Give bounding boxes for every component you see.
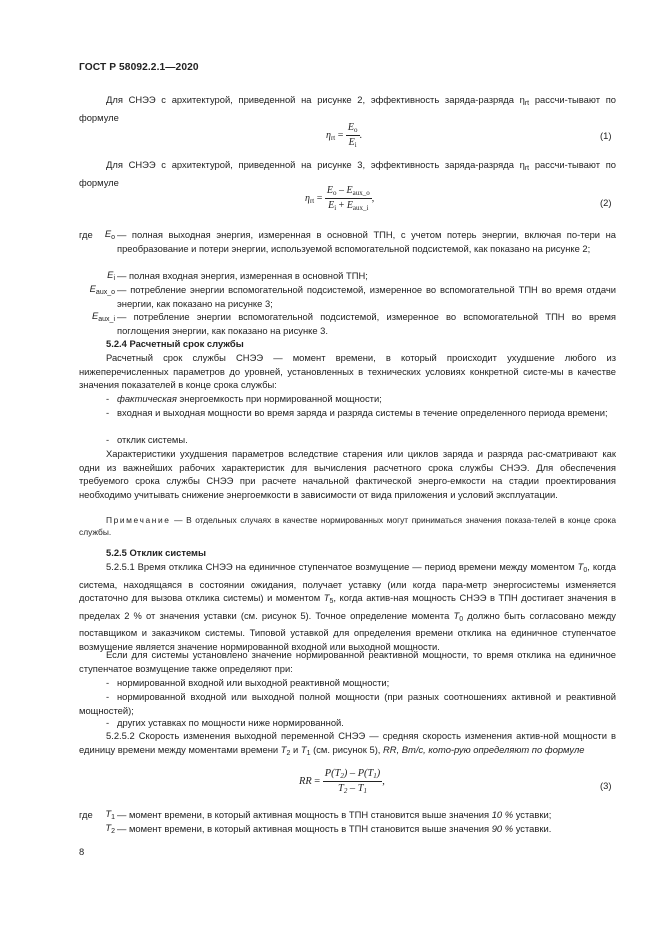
formula-symbol: T xyxy=(105,822,112,833)
formula-symbol: E xyxy=(107,269,114,280)
subscript: 1 xyxy=(373,772,377,780)
para-text-italic: RR, Вт/с, кото-рую определяют по формуле xyxy=(383,743,585,755)
para-text: рассчи-тывают по формуле xyxy=(79,159,616,188)
fraction-numerator xyxy=(323,768,383,782)
subscript: rt xyxy=(524,100,530,107)
para-text: , когда система, находящаяся в состоянии ожидания, получает уставку (или когда пара-метр энергосистемы изменяется достаточно для вызова отклика системы) и моментом xyxy=(79,561,616,604)
subscript: 5 xyxy=(329,598,334,606)
subscript: 2 xyxy=(111,828,115,835)
para-text: рассчи-тывают по формуле xyxy=(79,94,616,123)
where-label: где xyxy=(79,229,93,240)
subscript: i xyxy=(354,141,357,149)
fraction-denominator xyxy=(325,199,372,212)
def-t1-text xyxy=(117,808,616,822)
doc-header: ГОСТ Р 58092.2.1—2020 xyxy=(79,62,199,73)
formula-punct: , xyxy=(382,775,385,787)
para-text: — момент времени, в который активная мощность в ТПН становится выше значения xyxy=(117,823,492,834)
para-text: Для СНЭЭ с архитектурой, приведенной на рисунке 3, эффективность заряда-разряда η xyxy=(106,159,525,170)
def-symbol-t1 xyxy=(97,808,115,821)
formula-punct: . xyxy=(359,129,362,141)
formula-symbol: T xyxy=(280,743,287,755)
list-dash: - xyxy=(106,717,110,728)
para-fig2-intro xyxy=(79,93,616,124)
section-title-5-2-4: 5.2.4 Расчетный срок службы xyxy=(106,338,244,349)
note xyxy=(79,514,616,538)
para-text: — момент времени, в который активная мощность в ТПН становится выше значения xyxy=(117,809,492,820)
list-item: входная и выходная мощности во время заряда и разряда системы в течение определенного периода времени; xyxy=(117,407,608,418)
section-5-2-5-para-2: Если для системы установлено значение нормированной реактивной мощности, то время отклика на единичное ступенчатое возмущение также определяют при: xyxy=(79,649,616,674)
subscript: rt xyxy=(330,133,336,142)
formula-symbol: η xyxy=(326,129,331,141)
formula-3 xyxy=(299,768,385,795)
subscript: 2 xyxy=(286,749,291,757)
fraction-denominator xyxy=(323,782,383,795)
formula-op: – xyxy=(336,185,347,196)
formula-symbol: E xyxy=(348,137,355,148)
formula-op: = xyxy=(311,775,323,787)
formula-symbol: E xyxy=(92,310,99,321)
section-5-2-5-1-para xyxy=(79,560,616,654)
formula-part: T xyxy=(338,783,344,794)
equation-number-2: (2) xyxy=(600,197,612,208)
formula-1 xyxy=(326,122,362,149)
fraction-numerator xyxy=(346,122,360,136)
list-item: отклик системы. xyxy=(117,434,188,445)
subscript: o xyxy=(111,234,115,241)
section-5-2-5-2-para xyxy=(79,729,616,760)
list-dash: - xyxy=(106,393,110,404)
para-text: и xyxy=(290,743,301,755)
def-ei-text: — полная входная энергия, измеренная в основной ТПН; xyxy=(117,270,368,281)
formula-symbol: T xyxy=(105,808,112,819)
subscript: rt xyxy=(524,165,530,172)
note-text: — В отдельных случаях в качестве нормированных могут приниматься значения показа-телей в конце срока службы. xyxy=(79,515,616,538)
def-symbol-eauxi xyxy=(79,310,115,323)
formula-symbol: T xyxy=(300,743,307,755)
subscript: 1 xyxy=(306,749,311,757)
subscript: aux_i xyxy=(98,316,115,323)
subscript: 0 xyxy=(583,567,588,574)
def-eo-text: — полная выходная энергия, измеренная в основной ТПН, с учетом потерь энергии, включая по-тери на преобразование и потери энергии, используемой вспомогательной подсистемой, как показано на рисунке 2; xyxy=(117,229,616,254)
para-text-italic: 10 % xyxy=(491,809,514,820)
subscript: 0 xyxy=(459,615,464,623)
formula-symbol: T xyxy=(323,592,330,604)
list-dash: - xyxy=(106,677,110,688)
formula-punct: , xyxy=(371,192,375,204)
para-text: должно быть согласовано между поставщиком и заказчиком системы. Типовой уставкой для определения времени отклика на единичное ступенчатое возмущение является значение нормированной входной или выходной мощности. xyxy=(79,609,616,652)
equation-number-3: (3) xyxy=(600,780,612,791)
formula-symbol: E xyxy=(328,200,335,211)
subscript: 1 xyxy=(363,787,367,795)
formula-op: = xyxy=(314,192,325,204)
para-text-italic: 90 % xyxy=(491,823,514,834)
list-item: других уставках по мощности ниже нормированной. xyxy=(117,717,344,728)
subscript: o xyxy=(354,126,358,134)
formula-symbol: E xyxy=(346,200,353,211)
formula-symbol: T xyxy=(577,561,584,572)
formula-symbol: E xyxy=(89,283,96,294)
note-label: Примечание xyxy=(106,515,171,525)
list-item-italic: фактическая xyxy=(117,393,177,404)
subscript: o xyxy=(333,189,337,197)
subscript: 2 xyxy=(343,787,348,795)
page-number: 8 xyxy=(79,846,85,857)
list-dash: - xyxy=(106,407,110,418)
para-text: 5.2.5.1 Время отклика СНЭЭ на единичное ступенчатое возмущение — период времени между моментом xyxy=(106,561,578,572)
def-eauxi-text: — потребление энергии вспомогательной подсистемой, измеренное во вспомогательной ТПН во время поглощения энергии, как показано на рисунке 3. xyxy=(117,311,616,336)
subscript: i xyxy=(113,275,115,282)
para-text: (см. рисунок 5), xyxy=(310,743,384,755)
def-t2-text xyxy=(117,822,616,836)
formula-op: = xyxy=(335,129,346,141)
fraction-denominator xyxy=(346,136,360,149)
subscript: aux_o xyxy=(352,189,370,197)
equation-number-1: (1) xyxy=(600,130,612,141)
para-text: Для СНЭЭ с архитектурой, приведенной на рисунке 2, эффективность заряда-разряда η xyxy=(106,94,525,105)
section-5-2-4-para-2: Характеристики ухудшения параметров вследствие старения или циклов заряда и разряда рас-сматривают как одни из важнейших рабочих характеристик для вычисления расчетного срока службы СНЭЭ. Для обеспечения требуемого срока службы СНЭЭ при расчете начальной фактической энерго-емкости на стадии проектирования необходимо учитывать снижение энергоемкости в зависимости от вида приложения и условий эксплуатации. xyxy=(79,448,616,500)
formula-2 xyxy=(305,185,374,212)
para-text: 5.2.5.2 Скорость изменения выходной переменной СНЭЭ — средняя скорость изменения актив-ной мощности в единицу времени между моментами времени xyxy=(79,730,616,755)
formula-part: ) xyxy=(376,768,381,779)
fraction-numerator xyxy=(325,185,372,199)
list-item-text: энергоемкость при нормированной мощности; xyxy=(176,393,382,404)
para-text: , когда актив-ная мощность СНЭЭ в ТПН достигает значения в пределах 2 % от значения уставки (см. рисунок 5). Точное определение момента xyxy=(79,592,616,621)
list-item xyxy=(117,392,616,406)
formula-symbol: E xyxy=(347,122,354,133)
formula-symbol: E xyxy=(326,185,333,196)
def-eauxo-text: — потребление энергии вспомогательной подсистемой, измеренное во вспомогательной ТПН во время отдачи энергии, как показано на рисунке 3; xyxy=(117,284,616,309)
formula-symbol: RR xyxy=(299,775,312,787)
def-symbol-t2 xyxy=(97,822,115,835)
fraction xyxy=(323,768,383,795)
fraction xyxy=(346,122,360,149)
list-dash: - xyxy=(106,691,110,702)
def-symbol-eo xyxy=(99,228,115,241)
formula-symbol: T xyxy=(453,609,460,621)
list-dash: - xyxy=(106,434,110,445)
def-symbol-eauxo xyxy=(79,283,115,296)
para-text: уставки. xyxy=(513,823,552,834)
formula-symbol: E xyxy=(346,185,353,196)
list-item: нормированной входной или выходной полной мощности (при разных соотношениях активной и реактивной мощностей); xyxy=(79,691,616,716)
subscript: i xyxy=(334,204,337,212)
subscript: aux_i xyxy=(352,204,369,212)
formula-symbol: η xyxy=(305,192,310,204)
def-symbol-ei xyxy=(85,269,115,282)
subscript: rt xyxy=(309,196,315,205)
where-label: где xyxy=(79,809,93,820)
formula-part: – T xyxy=(347,783,364,794)
subscript: 1 xyxy=(111,814,115,821)
para-text: уставки; xyxy=(513,809,552,820)
fraction xyxy=(325,185,372,212)
formula-part: P(T xyxy=(324,768,341,779)
subscript: aux_o xyxy=(95,289,115,296)
section-5-2-4-para-1: Расчетный срок службы СНЭЭ — момент времени, в который происходит ухудшение любого из нижеперечисленных параметров до уровней, установленных в технических условиях конкретной систе-мы в качестве значения показателей в конце срока службы: xyxy=(79,352,616,391)
formula-symbol: E xyxy=(104,228,112,239)
list-item: нормированной входной или выходной реактивной мощности; xyxy=(117,677,390,688)
formula-part: ) – P(T xyxy=(343,768,374,779)
subscript: 2 xyxy=(340,772,344,780)
section-title-5-2-5: 5.2.5 Отклик системы xyxy=(106,547,206,558)
formula-op: + xyxy=(336,200,347,211)
